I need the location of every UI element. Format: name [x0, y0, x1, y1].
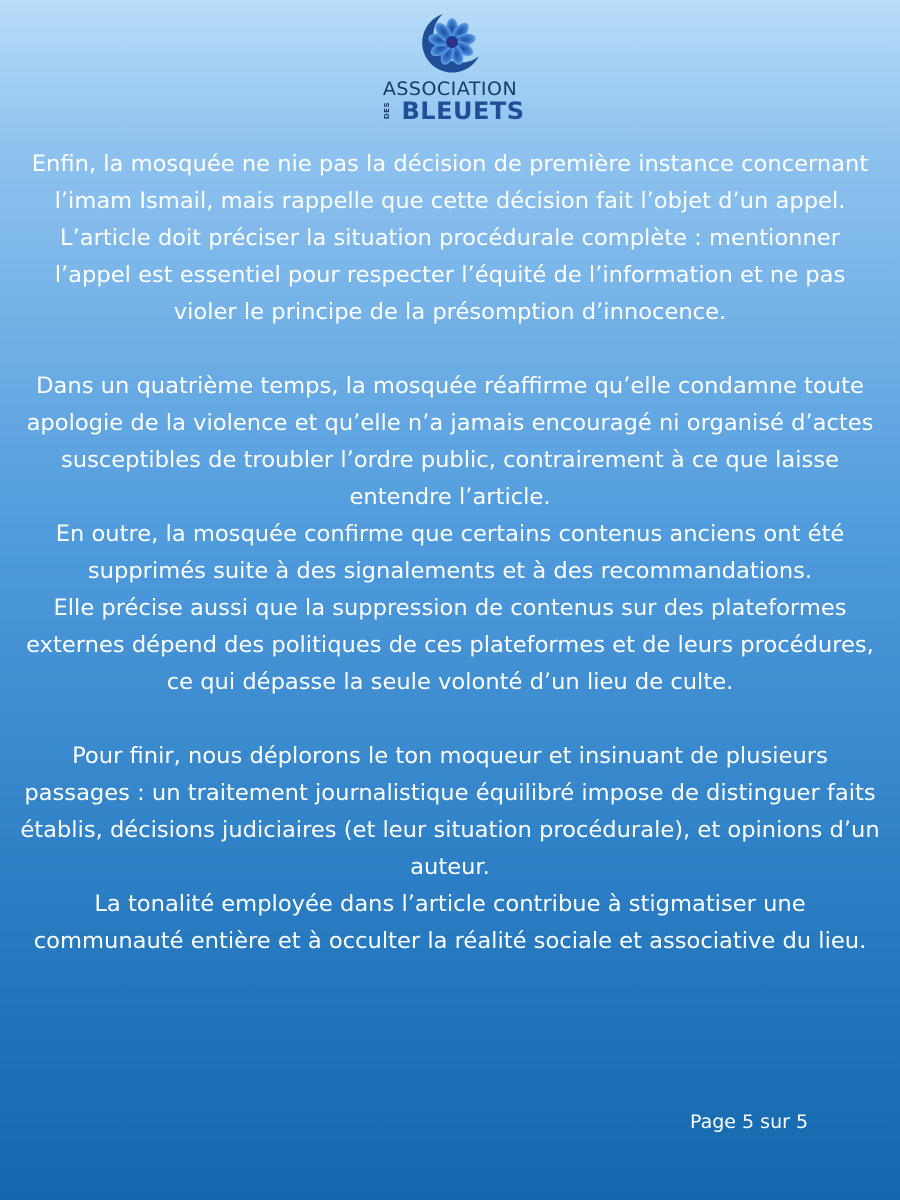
paragraph-procedure: L’article doit préciser la situation procédurale complète : mentionner l’appel est essentiel pour respecter l’équité de l’information et ne pas violer le principe de la présomption d’innocence. — [54, 225, 846, 325]
paragraph-violence: Dans un quatrième temps, la mosquée réaffirme qu’elle condamne toute apologie de la violence et qu’elle n’a jamais encouragé ni organisé d’actes susceptibles de troubler l’ordre public, contrairement à ce que laisse entendre l’article. — [26, 373, 874, 510]
cornflower-crescent-icon — [417, 10, 483, 78]
statement-body — [20, 146, 880, 960]
paragraph-content-removed: En outre, la mosquée confirme que certains contenus anciens ont été supprimés suite à des signalements et à des recommandations. — [55, 521, 845, 584]
paragraph-stigmatisation: La tonalité employée dans l’article contribue à stigmatiser une communauté entière et à occulter la réalité sociale et associative du lieu. — [33, 891, 867, 954]
paragraph-platforms: Elle précise aussi que la suppression de contenus sur des plateformes externes dépend des politiques de ces plateformes et de leurs procédures, ce qui dépasse la seule volonté d’un lieu de culte. — [26, 595, 874, 695]
association-logo — [0, 10, 900, 123]
paragraph-tone: Pour finir, nous déplorons le ton moqueur et insinuant de plusieurs passages : un traitement journalistique équilibré impose de distinguer faits établis, décisions judiciaires (et leur situation procédurale), et opinions d’un auteur. — [20, 743, 880, 880]
logo-association-text: ASSOCIATION — [382, 78, 518, 100]
logo-des-text: DES — [383, 102, 392, 120]
paragraph-spacer — [20, 331, 880, 368]
logo-wordmark — [0, 99, 900, 123]
page-number: Page 5 sur 5 — [690, 1111, 809, 1133]
logo-bleuets-text: BLEUETS — [401, 97, 525, 125]
paragraph-spacer — [20, 701, 880, 738]
paragraph-appeal: Enfin, la mosquée ne nie pas la décision de première instance concernant l’imam Ismail, mais rappelle que cette décision fait l’objet d’un appel. — [31, 151, 869, 214]
